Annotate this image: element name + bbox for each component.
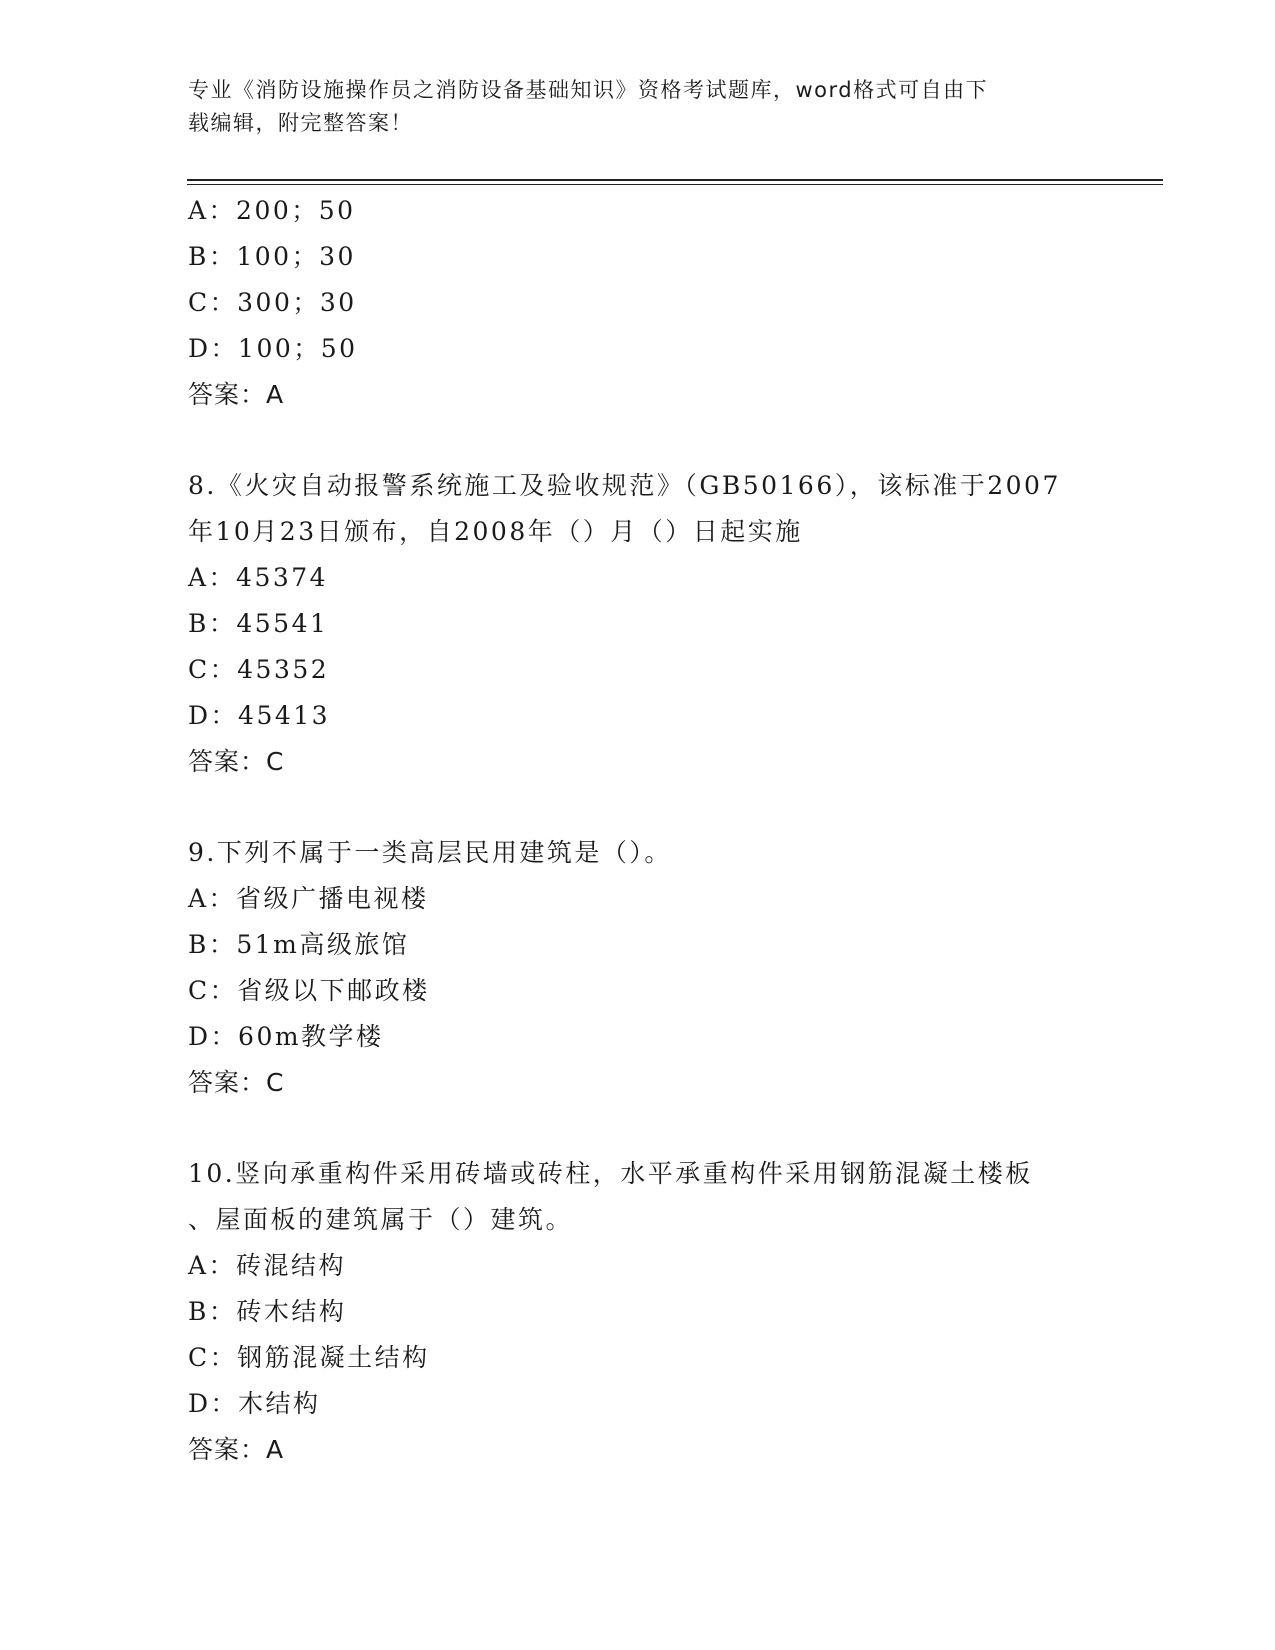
option-a: A：砖混结构	[188, 1251, 347, 1280]
option-d: D：45413	[188, 701, 331, 730]
question-stem-continued: 年10月23日颁布，自2008年（）月（）日起实施	[188, 517, 803, 546]
header-divider-thick	[187, 179, 1163, 181]
question-9	[188, 830, 1088, 1106]
option-c: C：省级以下邮政楼	[188, 976, 430, 1005]
option-b: B：51m高级旅馆	[188, 930, 410, 959]
option-c: C：45352	[188, 655, 330, 684]
option-b: B：砖木结构	[188, 1297, 347, 1326]
option-d: D：60m教学楼	[188, 1022, 384, 1051]
document-header	[188, 74, 1088, 140]
option-b: B：45541	[188, 609, 329, 638]
spacer	[188, 1106, 1088, 1151]
question-stem: 8.《火灾自动报警系统施工及验收规范》（GB50166），该标准于2007	[188, 471, 1061, 500]
answer-line: 答案：A	[188, 380, 285, 409]
question-stem: 9.下列不属于一类高层民用建筑是（）。	[188, 838, 672, 867]
question-10	[188, 1151, 1088, 1473]
header-divider-thin	[187, 184, 1163, 185]
header-line-1: 专业《消防设施操作员之消防设备基础知识》资格考试题库，word格式可自由下	[188, 78, 989, 102]
question-8	[188, 463, 1088, 785]
option-c: C：300；30	[188, 288, 357, 317]
option-d: D：100；50	[188, 334, 358, 363]
question-7-partial	[188, 188, 1088, 418]
option-a: A：45374	[188, 563, 329, 592]
option-c: C：钢筋混凝土结构	[188, 1343, 430, 1372]
answer-line: 答案：C	[188, 747, 285, 776]
question-list	[188, 188, 1088, 1473]
question-stem-continued: 、屋面板的建筑属于（）建筑。	[188, 1205, 574, 1234]
option-a: A：省级广播电视楼	[188, 884, 429, 913]
spacer	[188, 785, 1088, 830]
spacer	[188, 418, 1088, 463]
answer-line: 答案：A	[188, 1435, 285, 1464]
option-b: B：100；30	[188, 242, 356, 271]
question-stem: 10.竖向承重构件采用砖墙或砖柱，水平承重构件采用钢筋混凝土楼板	[188, 1159, 1033, 1188]
option-d: D：木结构	[188, 1389, 321, 1418]
answer-line: 答案：C	[188, 1068, 285, 1097]
header-line-2: 载编辑，附完整答案！	[188, 111, 413, 135]
option-a: A：200；50	[188, 196, 356, 225]
